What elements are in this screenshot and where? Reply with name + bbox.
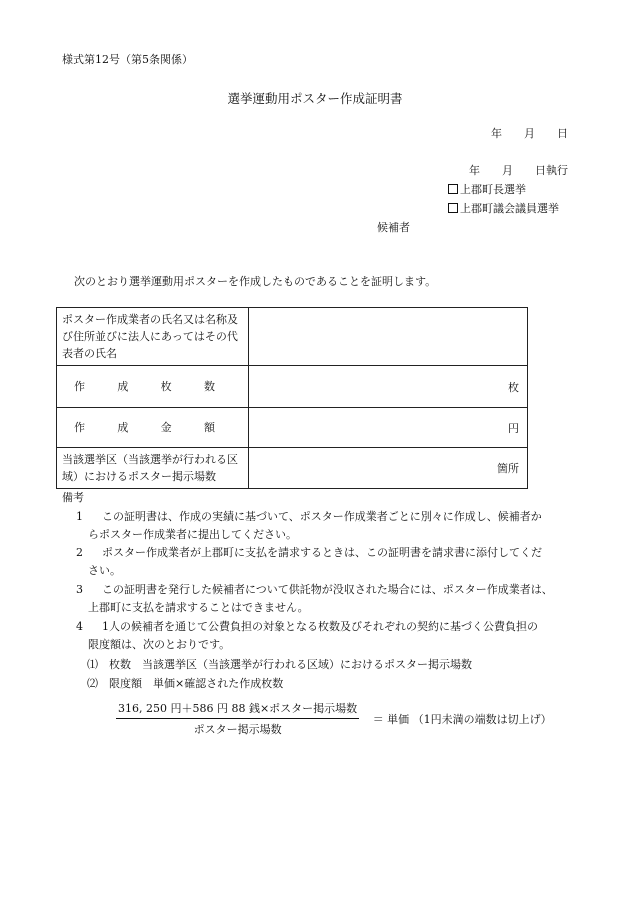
table-row bbox=[57, 448, 528, 489]
election-date-line: 年 月 日執行 bbox=[469, 164, 568, 177]
note-item: 3 この証明書を発行した候補者について供託物が没収された場合には、ポスター作成業者は、 上郡町に支払を請求することはできません。 bbox=[76, 583, 553, 614]
poster-count-label: 作 成 枚 数 bbox=[57, 366, 249, 408]
issue-date-line: 年 月 日 bbox=[491, 127, 568, 140]
note-number: 1 bbox=[76, 510, 83, 523]
election-option-mayor[interactable] bbox=[448, 181, 526, 197]
election-option-council[interactable] bbox=[448, 200, 559, 216]
note-number: 3 bbox=[76, 583, 83, 596]
unit-label: 円 bbox=[508, 421, 519, 435]
note-number: 4 bbox=[76, 620, 83, 633]
vendor-name-label: ポスター作成業者の氏名又は名称及び住所並びに法人にあってはその代表者の氏名 bbox=[57, 308, 249, 366]
candidate-label: 候補者 bbox=[377, 221, 410, 234]
note-number: 2 bbox=[76, 546, 83, 559]
poster-board-count-label: 当該選挙区（当該選挙が行われる区域）におけるポスター掲示場数 bbox=[57, 448, 249, 489]
formula-fraction bbox=[116, 700, 359, 737]
election-option-label: 上郡町長選挙 bbox=[460, 183, 526, 196]
sub-item-count: ⑴ 枚数 当該選挙区（当該選挙が行われる区域）におけるポスター掲示場数 bbox=[87, 658, 472, 671]
checkbox-icon[interactable] bbox=[448, 184, 458, 194]
sub-item-limit: ⑵ 限度額 単価×確認された作成枚数 bbox=[87, 677, 284, 690]
table-row bbox=[57, 308, 528, 366]
document-title: 選挙運動用ポスター作成証明書 bbox=[227, 91, 403, 106]
amount-field[interactable] bbox=[249, 408, 528, 448]
note-item: 1 この証明書は、作成の実績に基づいて、ポスター作成業者ごとに別々に作成し、候補者か らポスター作成業者に提出してください。 bbox=[76, 510, 542, 541]
unit-price-formula bbox=[116, 700, 552, 737]
checkbox-icon[interactable] bbox=[448, 203, 458, 213]
amount-label: 作 成 金 額 bbox=[57, 408, 249, 448]
form-number: 様式第12号（第5条関係） bbox=[62, 53, 193, 66]
poster-count-field[interactable] bbox=[249, 366, 528, 408]
notes-heading: 備考 bbox=[62, 491, 84, 504]
formula-result: ＝ 単価 （1円未満の端数は切上げ） bbox=[372, 712, 552, 726]
note-item: 4 1人の候補者を通じて公費負担の対象となる枚数及びそれぞれの契約に基づく公費負担の 限度額は、次のとおりです。 bbox=[76, 620, 538, 651]
unit-label: 箇所 bbox=[497, 462, 519, 475]
certificate-table bbox=[56, 307, 528, 489]
formula-denominator: ポスター掲示場数 bbox=[193, 723, 282, 736]
certification-statement: 次のとおり選挙運動用ポスターを作成したものであることを証明します。 bbox=[74, 275, 437, 288]
poster-board-count-field[interactable] bbox=[249, 448, 528, 489]
vendor-name-field[interactable] bbox=[249, 308, 528, 366]
table-row bbox=[57, 408, 528, 448]
note-item: 2 ポスター作成業者が上郡町に支払を請求するときは、この証明書を請求書に添付してくだ さい。 bbox=[76, 546, 542, 577]
table-row bbox=[57, 366, 528, 408]
election-option-label: 上郡町議会議員選挙 bbox=[460, 202, 559, 215]
formula-numerator: 316, 250 円＋586 円 88 銭×ポスター掲示場数 bbox=[116, 700, 359, 719]
unit-label: 枚 bbox=[508, 380, 519, 394]
